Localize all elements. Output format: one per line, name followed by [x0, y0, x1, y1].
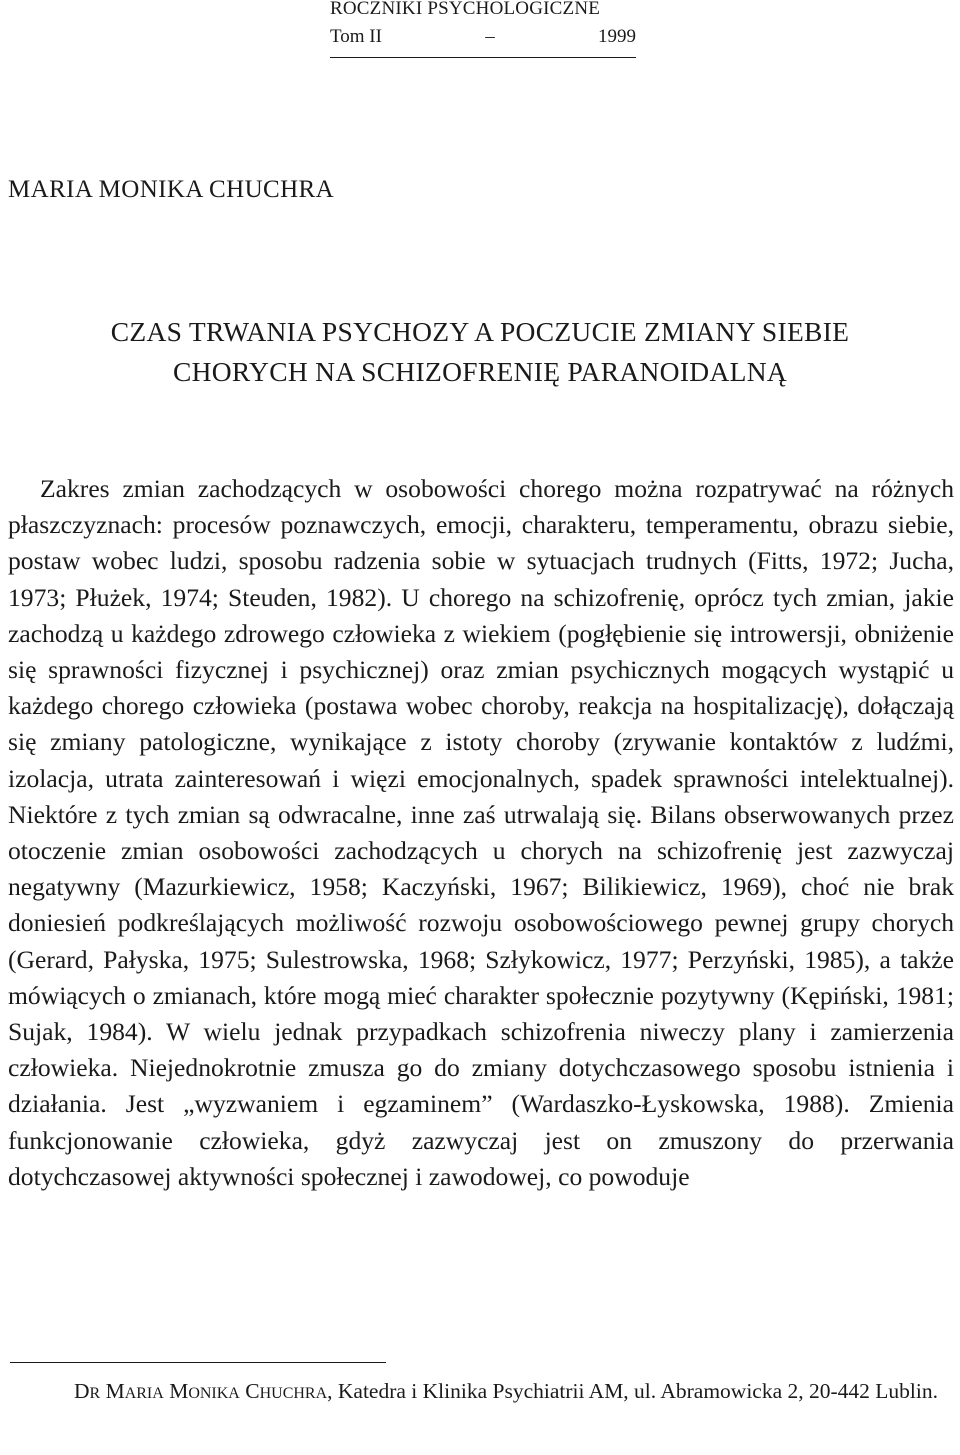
footnote-affiliation: , Katedra i Klinika Psychiatrii AM, ul. Abramowicka 2, 20-442 Lublin. [327, 1379, 939, 1403]
footnote-author-rest-huchra: HUCHRA [259, 1385, 328, 1402]
volume-label: Tom II [330, 26, 382, 47]
body-paragraph: Zakres zmian zachodzących w osobowości chorego można rozpatrywać na różnych płaszczyznach: procesów poznawczych, emocji, charakteru, temperamentu, obrazu siebie, postaw wobec ludzi, sposobu radzenia sobie w sytuacjach trudnych (Fitts, 1972; Jucha, 1973; Płużek, 1974; Steuden, 1982). U chorego na schizofrenię, oprócz tych zmian, jakie zachodzą u każdego zdrowego człowieka z wiekiem (pogłębienie się introwersji, obniżenie się sprawności fizycznej i psychicznej) oraz zmian psychicznych mogących wystąpić u każdego chorego człowieka (postawa wobec choroby, reakcja na hospitalizację), dołączają się zmiany patologiczne, wynikające z istoty choroby (zrywanie kontaktów z ludźmi, izolacja, utrata zainteresowań i więzi emocjonalnych, spadek sprawności intelektualnej). Niektóre z tych zmian są odwracalne, inne zaś utrwalają się. Bilans obserwowanych przez otoczenie zmian osobowości zachodzących u chorych na schizofrenię jest zazwyczaj negatywny (Mazurkiewicz, 1958; Kaczyński, 1967; Bilikiewicz, 1969), choć nie brak doniesień podkreślających możliwość rozwoju osobowościowego pewnej grupy chorych (Gerard, Pałyska, 1975; Sulestrowska, 1968; Szłykowicz, 1977; Perzyński, 1985), a także mówiących o zmianach, które mogą mieć charakter społecznie pozytywny (Kępiński, 1981; Sujak, 1984). W wielu jednak przypadkach schizofrenia niweczy plany i zamierzenia człowieka. Niejednokrotnie zmusza go do zmiany dotychczasowego sposobu istnienia i działania. Jest „wyzwaniem i egzaminem” (Wardaszko-Łyskowska, 1988). Zmienia funkcjonowanie człowieka, gdyż zazwyczaj jest on zmuszony do przerwania dotychczasowej aktywności społecznej i zawodowej, co powoduje [8, 474, 954, 1191]
footnote-author-rest-r: R [89, 1385, 101, 1402]
volume-line [330, 18, 636, 54]
article-title-line-1: CZAS TRWANIA PSYCHOZY A POCZUCIE ZMIANY SIEBIE [110, 316, 850, 347]
footnote-author-initial-m2: M [169, 1379, 189, 1403]
footnote-author-initial-d: D [74, 1379, 90, 1403]
volume-year: 1999 [598, 26, 636, 47]
footnote-paragraph [8, 1374, 954, 1411]
footnote-rule [10, 1362, 386, 1363]
journal-header [330, 0, 636, 54]
article-title [0, 312, 960, 392]
article-body [8, 471, 954, 1195]
footnote-author-initial-m1: M [105, 1379, 125, 1403]
journal-name: ROCZNIKI PSYCHOLOGICZNE [330, 0, 601, 19]
footnote-author-initial-c: C [245, 1379, 260, 1403]
footnote-author-rest-aria: ARIA [124, 1385, 164, 1402]
header-rule [330, 57, 636, 58]
volume-dash: – [485, 26, 495, 47]
footnote-author-rest-onika: ONIKA [188, 1385, 240, 1402]
author-footnote [8, 1374, 954, 1411]
article-title-line-2: CHORYCH NA SCHIZOFRENIĘ PARANOIDALNĄ [172, 356, 788, 387]
article-author: MARIA MONIKA CHUCHRA [8, 176, 335, 203]
